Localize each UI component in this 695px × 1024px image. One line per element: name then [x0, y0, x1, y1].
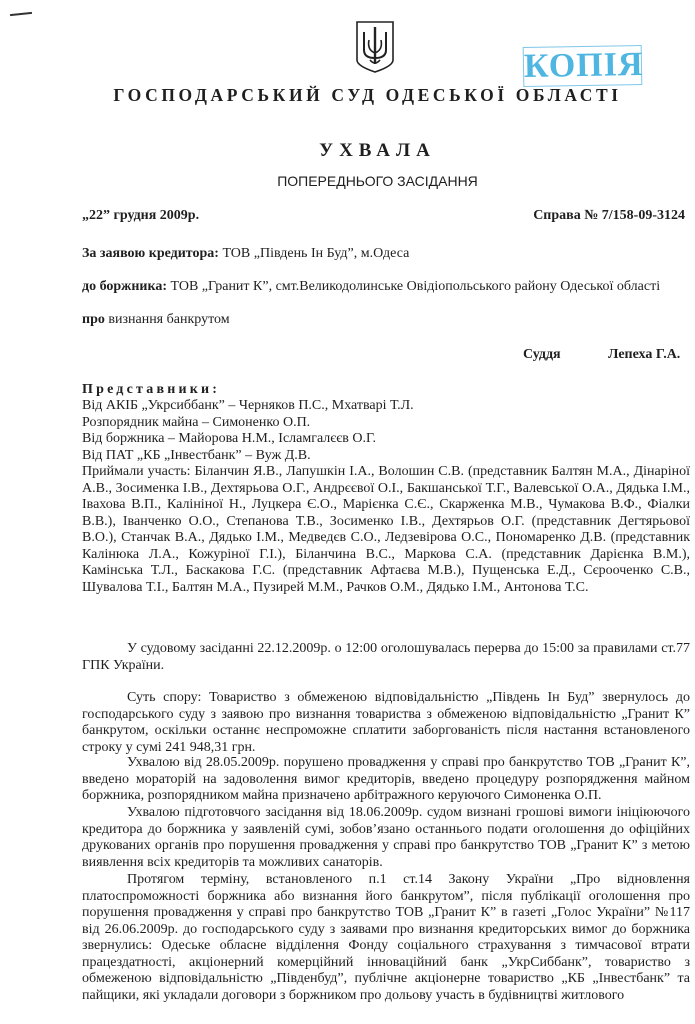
participants-paragraph: Приймали участь: Біланчин Я.В., Лапушкін І.А., Волошин С.В. (представник Балтян М.А., Дінаріної А.В., Зосименка І.В., Дехтярьова О.Г., Андрєєвої О.І., Бакшанської Т.Г., Валевської О.А., Дядька І.М., Івахова В.П., Калініної Н., Луцкера Є.О., Марієнка С.Є., Скарженка М.В., Чумакова В.Ф., Фіалки В.В.), Іванченко О.О., Степанова Т.В., Зосименко І.В., Дехтярьов О.Г. (представник Дегтярьової В.О.), Станчак В.А., Дядько І.М., Медведєв С.О., Ледзевірова О.С., Пономаренко Д.В. (представник Калінюка Л.А., Кожуріної Г.І.), Біланчина В.С., Маркова С.А. (представник Дарієнка В.М.), Камінська Т.Л., Баскакова Г.С. (представник Афтаєва М.В.), Пущенська Е.Д., Сєрооченко С.В., Шувалова Т.І., Балтян М.А., Пузирей М.М., Рачков О.М., Дядько І.М., Антонова Т.С. [82, 464, 690, 595]
document-title: УХВАЛА [319, 140, 436, 161]
judge-label: Суддя [523, 347, 561, 362]
representative-line: Від боржника – Майорова Н.М., Ісламгалєєв О.Г. [82, 431, 377, 446]
creditor-line [82, 246, 409, 262]
representative-line: Від АКІБ „Укрсиббанк” – Черняков П.С., Мхатварі Т.Л. [82, 398, 414, 413]
body-paragraph: У судовому засіданні 22.12.2009р. о 12:00 оголошувалась перерва до 15:00 за правилами ст.77 ГПК України. [82, 641, 690, 673]
subject-value: визнання банкрутом [104, 312, 230, 327]
body-paragraph: Ухвалою підготовчого засідання від 18.06.2009р. судом визнані грошові вимоги ініціюючого кредитора до боржника у заявленій сумі, зобов’язано останнього подати оголошення до офіційних друкованих органів про порушення провадження у справі про банкрутство ТОВ „Гранит К” з метою виявлення всіх кредиторів та можливих санаторів. [82, 805, 690, 870]
creditor-label: За заявою кредитора: [82, 246, 219, 261]
representative-line: Від ПАТ „КБ „Інвестбанк” – Вуж Д.В. [82, 447, 311, 463]
judge-name: Лепеха Г.А. [608, 347, 681, 362]
debtor-line [82, 279, 660, 295]
body-paragraph: Протягом терміну, встановленого п.1 ст.14 Закону України „Про відновлення платоспроможності боржника або визнання його банкрутом”, після публікації оголошення про порушення провадження у справі про банкрутство ТОВ „Гранит К” в газеті „Голос України” №117 від 26.06.2009р. до господарського суду з заявами про визнання кредиторських вимог до боржника звернулись: Одеське обласне відділення Фонду соціального страхування з тимчасової втрати працездатності, акціонерний комерційний інноваційний банк „УкрСиббанк”, товариство з обмеженою відповідальністю „Південбуд”, публічне акціонерне товариство „КБ „Інвестбанк” та пайщики, які укладали договори з боржником про дольову участь в будівництві житлового [82, 872, 690, 1003]
court-name: ГОСПОДАРСЬКИЙ СУД ОДЕСЬКОЇ ОБЛАСТІ [113, 85, 622, 105]
body-paragraph: Ухвалою від 28.05.2009р. порушено провадження у справі про банкрутство ТОВ „Гранит К”, введено мораторій на задоволення вимог кредиторів, введено процедуру розпорядження майном боржника, розпорядником майна призначено арбітражного керуючого Симоненка О.П. [82, 755, 690, 803]
case-number: Справа № 7/158-09-3124 [533, 208, 685, 223]
copy-stamp: КОПІЯ [523, 45, 643, 87]
representative-line: Розпорядник майна – Симоненко О.П. [82, 414, 311, 430]
representatives-heading: Представники: [82, 382, 221, 397]
creditor-value: ТОВ „Південь Ін Буд”, м.Одеса [218, 246, 410, 261]
coat-of-arms-icon [355, 20, 395, 74]
body-paragraph: Суть спору: Товариство з обмеженою відповідальністю „Південь Ін Буд” звернулось до господарського суду з заявою про визнання товариства з обмеженою відповідальністю „Гранит К” банкрутом, оскільки останнє неспроможне сплатити заборгованість після настання встановленого строку у сумі 241 948,31 грн. [82, 690, 690, 755]
debtor-label: до боржника: [82, 279, 167, 294]
representatives-list [82, 398, 690, 464]
subject-line [82, 312, 230, 328]
subject-label: про [82, 312, 105, 327]
pen-mark [10, 12, 32, 16]
debtor-value: ТОВ „Гранит К”, смт.Великодолинське Овідіопольського району Одеської області [166, 279, 661, 294]
document-subtitle: ПОПЕРЕДНЬОГО ЗАСІДАННЯ [277, 173, 478, 189]
document-date: „22” грудня 2009р. [82, 208, 200, 223]
